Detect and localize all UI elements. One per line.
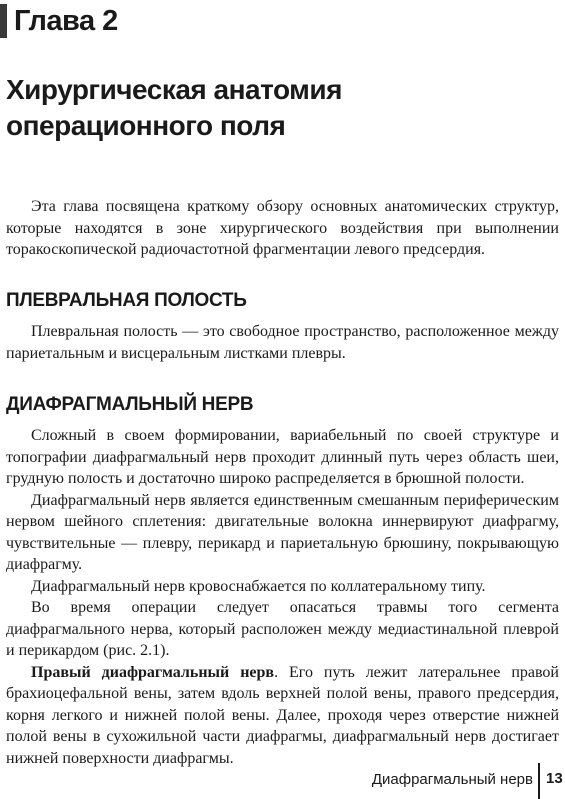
footer-divider [538, 763, 540, 799]
section-text-pleural-cavity [6, 321, 559, 364]
section-heading-phrenic-nerve: ДИАФРАГМАЛЬНЫЙ НЕРВ [6, 394, 254, 415]
paragraph: Сложный в своем формировании, вариабельный по своей структуре и топографии диафрагмальный нерв проходит длинный путь через область шеи, грудную полость и достаточно широко распределяется в брюшной полости. [6, 427, 559, 487]
chapter-marker-bar [0, 4, 7, 38]
paragraph-rest: . Его путь лежит латеральнее правой брахиоцефальной вены, затем вдоль верхней полой вены, правого предсердия, корня легкого и нижней полой вены. Далее, проходя через отверстие нижней полой вены в сухожильной части диафрагмы, диафрагмальный нерв достигает нижней поверхности диафрагмы. [6, 663, 559, 767]
chapter-label: Глава 2 [14, 5, 118, 37]
page-number: 13 [546, 770, 563, 787]
chapter-title-line-1: Хирургическая анатомия [6, 74, 342, 105]
chapter-title [6, 72, 342, 144]
intro-text-block [6, 196, 559, 261]
paragraph: Диафрагмальный нерв является единственным смешанным периферическим нервом шейного сплетения: двигательные волокна иннервируют диафрагму, чувствительные — плевру, перикард и париетальную брюшину, покрывающую диафрагму. [6, 491, 559, 573]
intro-paragraph: Эта глава посвящена краткому обзору основных анатомических структур, которые находятся в зоне хирургического воздействия при выполнении торакоскопической радиочастотной фрагментации левого предсердия. [6, 198, 559, 258]
section-heading-pleural-cavity: ПЛЕВРАЛЬНАЯ ПОЛОСТЬ [6, 290, 247, 311]
paragraph: Во время операции следует опасаться травмы того сегмента диафрагмального нерва, который расположен между медиастинальной плеврой и перикардом (рис. 2.1). [6, 599, 559, 659]
chapter-title-line-2: операционного поля [6, 110, 286, 141]
running-title: Диафрагмальный нерв [371, 771, 533, 788]
section-text-phrenic-nerve [6, 425, 559, 769]
paragraph: Плевральная полость — это свободное пространство, расположенное между париетальным и висцеральным листками плевры. [6, 323, 559, 362]
paragraph-right-phrenic-nerve [6, 662, 559, 770]
bold-lead: Правый диафрагмальный нерв [31, 663, 275, 681]
paragraph: Диафрагмальный нерв кровоснабжается по коллатеральному типу. [31, 577, 486, 595]
